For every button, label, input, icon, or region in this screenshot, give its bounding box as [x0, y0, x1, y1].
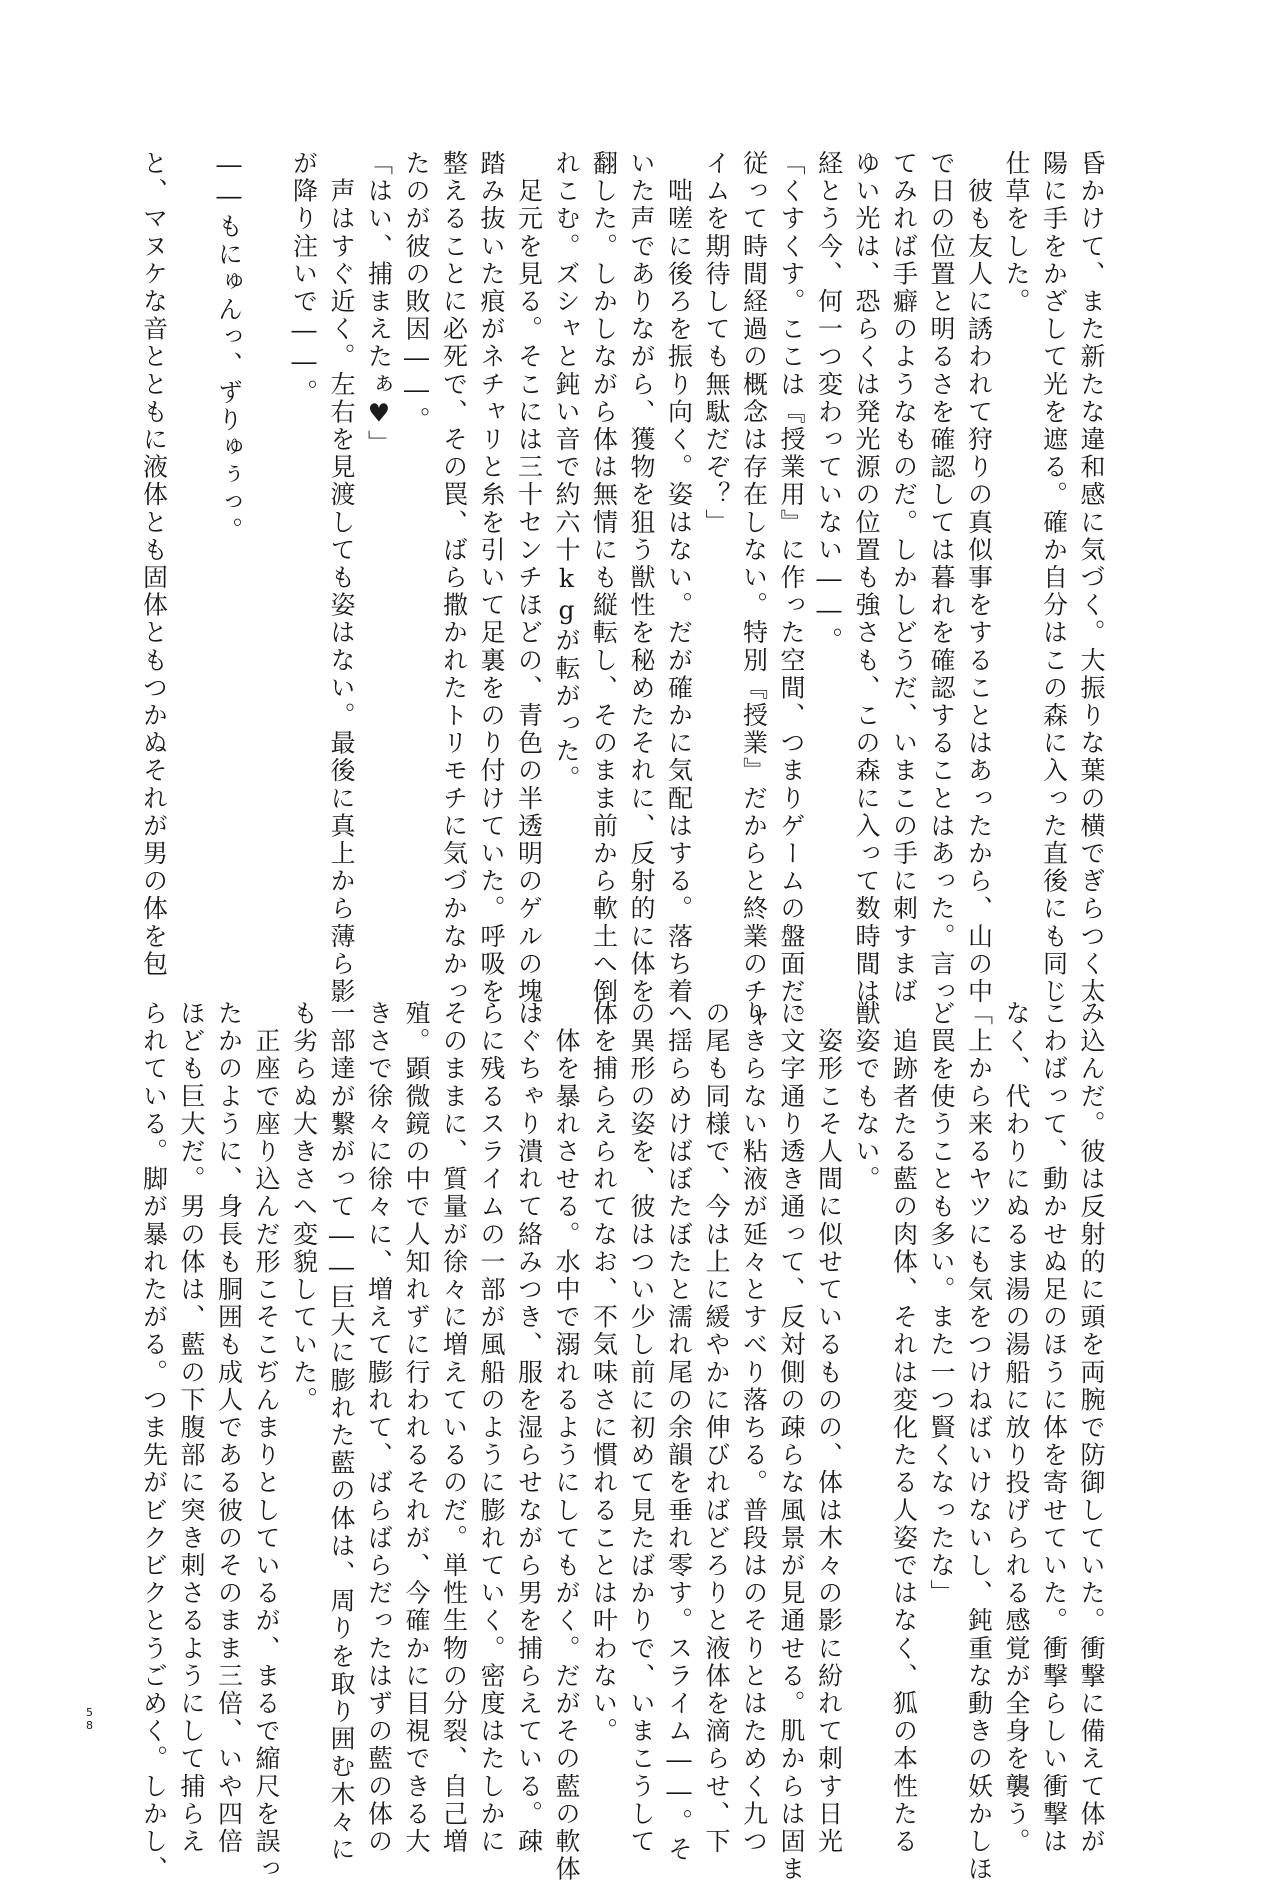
lower-text-line: はぐちゃり潰れて絡みつき、服を湿らせながら男を捕らえている。疎	[514, 1000, 544, 1856]
upper-text-line: たのが彼の敗因――。	[402, 150, 431, 434]
lower-text-line: りきらない粘液が延々とすべり落ちる。普段はのそりとはためく九つ	[739, 1000, 769, 1856]
upper-text-line: 翻した。しかしながら体は無情にも縦転し、そのまま前から軟土へ倒	[589, 150, 619, 1006]
lower-text-line: 体を捕らえられてなお、不気味さに慣れることは叶わない。	[589, 1000, 619, 1746]
lower-text-line: 殖。顕微鏡の中で人知れずに行われるそれが、今確かに目視できる大	[402, 1000, 431, 1856]
lower-text-line: 正座で座り込んだ形こそこぢんまりとしているが、まるで縮尺を誤っ	[252, 1000, 281, 1883]
lower-text-line: 追跡者たる藍の肉体、それは変化たる人姿ではなく、狐の本性たる	[889, 1000, 919, 1856]
upper-text-block	[135, 150, 1110, 1034]
upper-text-line: 踏み抜いた痕がネチャリと糸を引いて足裏をのり付けていた。呼吸を	[477, 150, 506, 1006]
upper-text-line: 仕草をした。	[1002, 150, 1031, 316]
lower-text-line: られている。脚が暴れたがる。つま先がビクビクとうごめく。しかし、	[139, 1000, 169, 1883]
upper-text-line	[173, 150, 211, 910]
upper-text-line: 「はい、捕まえたぁ♥」	[364, 150, 394, 458]
upper-text-line: ――もにゅんっ、ずりゅぅっ。	[214, 150, 244, 545]
upper-text-line: 咄嗟に後ろを振り向く。姿はない。だが確かに気配はする。落ち着	[664, 150, 694, 1006]
lower-text-line: 獣姿でもない。	[852, 1000, 881, 1194]
lower-text-block	[135, 1000, 1110, 1883]
upper-text-line: 整えることに必死で、その罠、ばら撒かれたトリモチに気づかなかっ	[439, 150, 469, 1006]
lower-text-line: たかのように、身長も胴囲も成人である彼のそのまま三倍、いや四倍	[214, 1000, 244, 1856]
lower-text-line: 「上から来るヤツにも気をつけねばいけないし、鈍重な動きの妖かしほ	[964, 1000, 994, 1883]
lower-text-line: らに残るスライムの一部が風船のように膨れていく。密度はたしかに	[477, 1000, 506, 1856]
page-number: 58	[83, 1706, 96, 1732]
lower-text-line: み込んだ。彼は反射的に頭を両腕で防御していた。衝撃に備えて体が	[1077, 1000, 1106, 1856]
lower-text-line: へ揺らめけばぼたぼたと濡れ尾の余韻を垂れ零す。スライム――。そ	[664, 1000, 694, 1864]
upper-text-line	[248, 150, 286, 910]
upper-text-line: いた声でありながら、獲物を狙う獣性を秘めたそれに、反射的に体を	[627, 150, 656, 1006]
upper-text-line: 経とう今、何一つ変わっていない――。	[814, 150, 844, 655]
upper-text-line: 従って時間経過の概念は存在しない。特別『授業』だからと終業のチャ	[739, 150, 769, 1034]
upper-text-line: 昏かけて、また新たな違和感に気づく。大振りな葉の横でぎらつく太	[1077, 150, 1106, 1006]
lower-text-line: も劣らぬ大きさへ変貌していた。	[289, 1000, 319, 1414]
upper-text-line: が降り注いで――。	[289, 150, 319, 407]
upper-text-line: てみれば手癖のようなものだ。しかしどうだ、いまこの手に刺すまば	[889, 150, 919, 1006]
upper-text-line: 彼も友人に誘われて狩りの真似事をすることはあったから、山の中	[964, 150, 994, 1006]
upper-text-line: と、マヌケな音とともに液体とも固体ともつかぬそれが男の体を包	[139, 150, 169, 978]
upper-text-line: で日の位置と明るさを確認しては暮れを確認することはあった。言っ	[927, 150, 956, 1006]
lower-text-line: 一部達が繋がって――巨大に膨れた藍の体は、周りを取り囲む木々に	[327, 1000, 356, 1864]
upper-text-line: 陽に手をかざして光を遮る。確か自分はこの森に入った直後にも同じ	[1039, 150, 1069, 1006]
upper-text-line: イムを期待しても無駄だぞ？」	[702, 150, 731, 537]
lower-text-line: ど罠を使うことも多い。また一つ賢くなったな」	[927, 1000, 956, 1608]
lower-text-line: こわばって、動かせぬ足のほうに体を寄せていた。衝撃らしい衝撃は	[1039, 1000, 1069, 1856]
lower-text-line: きさで徐々に徐々に、増えて膨れて、ばらばらだったはずの藍の体の	[364, 1000, 394, 1856]
lower-text-line: の異形の姿を、彼はつい少し前に初めて見たばかりで、いまこうして	[627, 1000, 656, 1856]
lower-text-line: 体を暴れさせる。水中で溺れるようにしてもがく。だがその藍の軟体	[552, 1000, 581, 1883]
upper-text-line: 足元を見る。そこには三十センチほどの、青色の半透明のゲルの塊。	[514, 150, 544, 1034]
upper-text-line: ゆい光は、恐らくは発光源の位置も強さも、この森に入って数時間は	[852, 150, 881, 1006]
upper-text-line: 「くすくす。ここは『授業用』に作った空間、つまりゲームの盤面だ。	[777, 150, 806, 1034]
upper-text-line: れこむ。ズシャと鈍い音で約六十kgが転がった。	[552, 150, 581, 793]
lower-text-line: に文字通り透き通って、反対側の疎らな風景が見通せる。肌からは固ま	[777, 1000, 806, 1883]
lower-text-line: ほども巨大だ。男の体は、藍の下腹部に突き刺さるようにして捕らえ	[177, 1000, 206, 1856]
lower-text-line: 姿形こそ人間に似せているものの、体は木々の影に紛れて刺す日光	[814, 1000, 844, 1856]
lower-text-line: なく、代わりにぬるま湯の湯船に放り投げられる感覚が全身を襲う。	[1002, 1000, 1031, 1856]
lower-text-line: の尾も同様で、今は上に緩やかに伸びればどろりと液体を滴らせ、下	[702, 1000, 731, 1856]
lower-text-line: そのままに、質量が徐々に増えているのだ。単性生物の分裂、自己増	[439, 1000, 469, 1856]
upper-text-line: 声はすぐ近く。左右を見渡しても姿はない。最後に真上から薄ら影	[327, 150, 356, 1006]
